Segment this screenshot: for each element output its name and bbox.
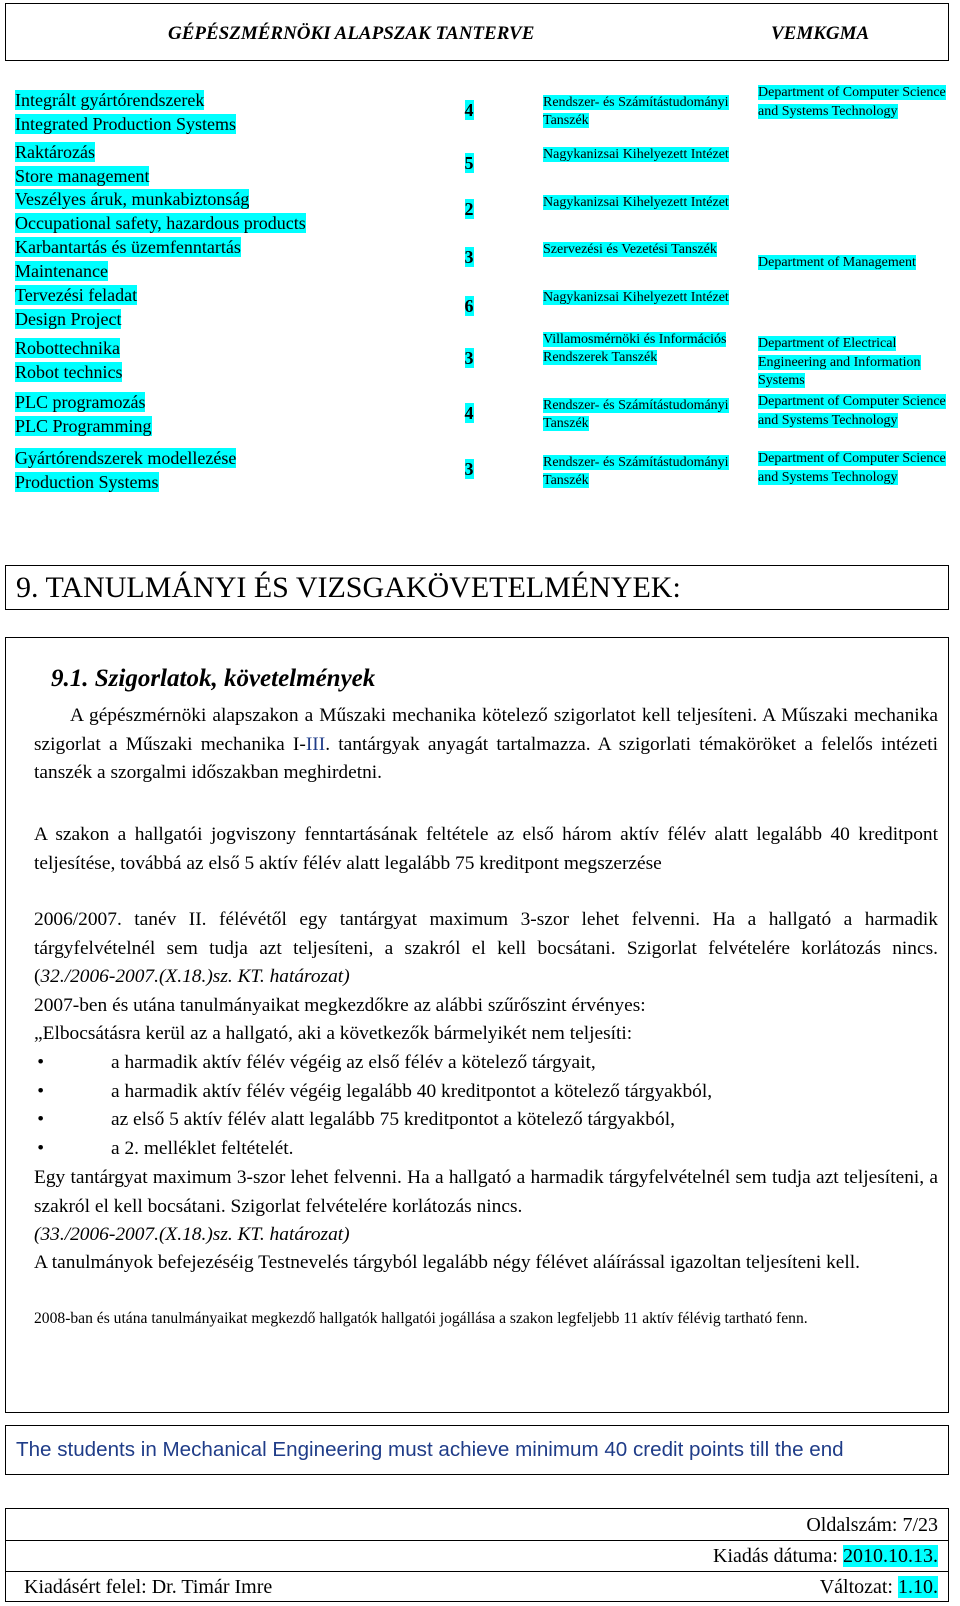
course-row: [15, 390, 152, 438]
course-name-en: Production Systems: [15, 472, 159, 492]
course-dept-en: Department of Computer Science and Systems Technology: [758, 85, 946, 119]
course-name-en: Integrated Production Systems: [15, 114, 236, 134]
course-row: [15, 283, 137, 331]
paragraph-7: A tanulmányok befejezéséig Testnevelés tárgyból legalább négy félévet aláírással igazoltan teljesíteni kell.: [34, 1252, 861, 1273]
list-item: • a harmadik aktív félév végéig legalább 40 kreditpontot a kötelező tárgyakból,: [111, 1078, 941, 1107]
course-name-hu: PLC programozás: [15, 392, 146, 412]
section-9-box: [5, 565, 949, 610]
document-title: GÉPÉSZMÉRNÖKI ALAPSZAK TANTERVE: [168, 23, 535, 44]
paragraph-2: A szakon a hallgatói jogviszony fenntartásának feltétele az első három aktív félév alatt legalább 40 kreditpont teljesítése, továbbá az első 5 aktív félév alatt legalább 75 kreditpont megszerzése: [34, 824, 938, 874]
paragraph-8: 2008-ban és utána tanulmányaikat megkezdő hallgatók hallgatói jogállása a szakon legfeljebb 11 aktív félévig tartható fenn.: [34, 1310, 808, 1327]
course-name-en: Occupational safety, hazardous products: [15, 213, 306, 233]
list-item: • a 2. melléklet feltételét.: [111, 1135, 941, 1164]
section-91-box: [5, 637, 949, 1413]
version: Változat: 1.10.: [819, 1576, 938, 1598]
section-91-heading: [51, 664, 375, 694]
paragraph-1: A gépészmérnöki alapszakon a Műszaki mechanika kötelező szigorlatot kell teljesíteni. A Műszaki mechanika szigorlat a Műszaki mechanika I-III. tantárgyak anyagát tartalmazza. A szigorlati témaköröket a felelős intézeti tanszék a szorgalmi időszakban meghirdetni.: [34, 705, 938, 783]
course-dept-hu: Nagykanizsai Kihelyezett Intézet: [543, 147, 729, 162]
section-91-number: 9.1.: [51, 665, 89, 692]
course-row: [15, 140, 149, 188]
course-credits: 4: [464, 403, 474, 423]
course-credits: 6: [464, 296, 474, 316]
course-credits: 3: [464, 459, 474, 479]
paragraph-5: „Elbocsátásra kerül az a hallgató, aki a következők bármelyikét nem teljesíti:: [34, 1023, 633, 1044]
course-row: [15, 235, 241, 283]
course-name-en: Robot technics: [15, 362, 123, 382]
course-name-hu: Tervezési feladat: [15, 285, 138, 305]
course-name-hu: Karbantartás és üzemfenntartás: [15, 237, 241, 257]
page-header: [5, 3, 949, 61]
course-credits: 4: [464, 100, 474, 120]
course-dept-hu: Nagykanizsai Kihelyezett Intézet: [543, 290, 729, 305]
page-number: Oldalszám: 7/23: [806, 1514, 938, 1536]
course-name-en: Design Project: [15, 309, 122, 329]
english-note-box: [5, 1425, 949, 1475]
course-name-en: PLC Programming: [15, 416, 152, 436]
course-name-hu: Integrált gyártórendszerek: [15, 90, 205, 110]
course-dept-hu: Nagykanizsai Kihelyezett Intézet: [543, 195, 729, 210]
english-note: The students in Mechanical Engineering must achieve minimum 40 credit points till the end: [16, 1438, 844, 1461]
course-dept-hu: Rendszer- és Számítástudományi Tanszék: [543, 455, 729, 488]
section-91-title: Szigorlatok, követelmények: [94, 665, 376, 692]
course-dept-en: Department of Management: [758, 255, 916, 270]
paragraph-3: 2006/2007. tanév II. félévétől egy tantárgyat maximum 3-szor lehet felvenni. Ha a hallgató a harmadik tárgyfelvételnél sem tudja azt teljesíteni, a szakról el kell bocsátani. Szigorlat felvételére korlátozás nincs. (32./2006-2007.(X.18.)sz. KT. határozat): [34, 909, 938, 987]
list-item: • a harmadik aktív félév végéig az első félév a kötelező tárgyait,: [111, 1049, 941, 1078]
course-name-en: Store management: [15, 166, 150, 186]
course-dept-en: Department of Computer Science and Systems Technology: [758, 451, 946, 485]
course-row: [15, 336, 122, 384]
course-name-en: Maintenance: [15, 261, 108, 281]
course-row: [15, 446, 236, 494]
course-credits: 3: [464, 348, 474, 368]
course-name-hu: Robottechnika: [15, 338, 120, 358]
document-code: VEMKGMA: [771, 23, 870, 44]
section-9-heading: 9. TANULMÁNYI ÉS VIZSGAKÖVETELMÉNYEK:: [16, 571, 681, 604]
paragraph-4: 2007-ben és utána tanulmányaikat megkezdőkre az alábbi szűrőszint érvényes:: [34, 995, 646, 1016]
course-dept-hu: Rendszer- és Számítástudományi Tanszék: [543, 95, 729, 128]
course-credits: 3: [464, 247, 474, 267]
course-row: [15, 187, 306, 235]
course-row: [15, 88, 236, 136]
responsible-person: Kiadásért felel: Dr. Timár Imre: [24, 1576, 273, 1598]
course-name-hu: Gyártórendszerek modellezése: [15, 448, 237, 468]
course-dept-hu: Rendszer- és Számítástudományi Tanszék: [543, 398, 729, 431]
course-name-hu: Veszélyes áruk, munkabiztonság: [15, 189, 250, 209]
course-dept-en: Department of Electrical Engineering and Information Systems: [758, 336, 921, 388]
course-dept-en: Department of Computer Science and Systems Technology: [758, 394, 946, 428]
issue-date: Kiadás dátuma: 2010.10.13.: [713, 1545, 938, 1567]
course-dept-hu: Szervezési és Vezetési Tanszék: [543, 242, 717, 257]
page-footer: [5, 1508, 949, 1602]
list-item: • az első 5 aktív félév alatt legalább 75 kreditpontot a kötelező tárgyakból,: [111, 1106, 941, 1135]
course-credits: 2: [464, 199, 474, 219]
course-dept-hu: Villamosmérnöki és Információs Rendszerek Tanszék: [543, 332, 727, 365]
course-credits: 5: [464, 153, 474, 173]
course-name-hu: Raktározás: [15, 142, 95, 162]
paragraph-6: Egy tantárgyat maximum 3-szor lehet felvenni. Ha a hallgató a harmadik tárgyfelvételnél sem tudja azt teljesíteni, a szakról el kell bocsátani. Szigorlat felvételére korlátozás nincs. (33./2006-2007.(X.18.)sz. KT. határozat): [34, 1167, 938, 1245]
